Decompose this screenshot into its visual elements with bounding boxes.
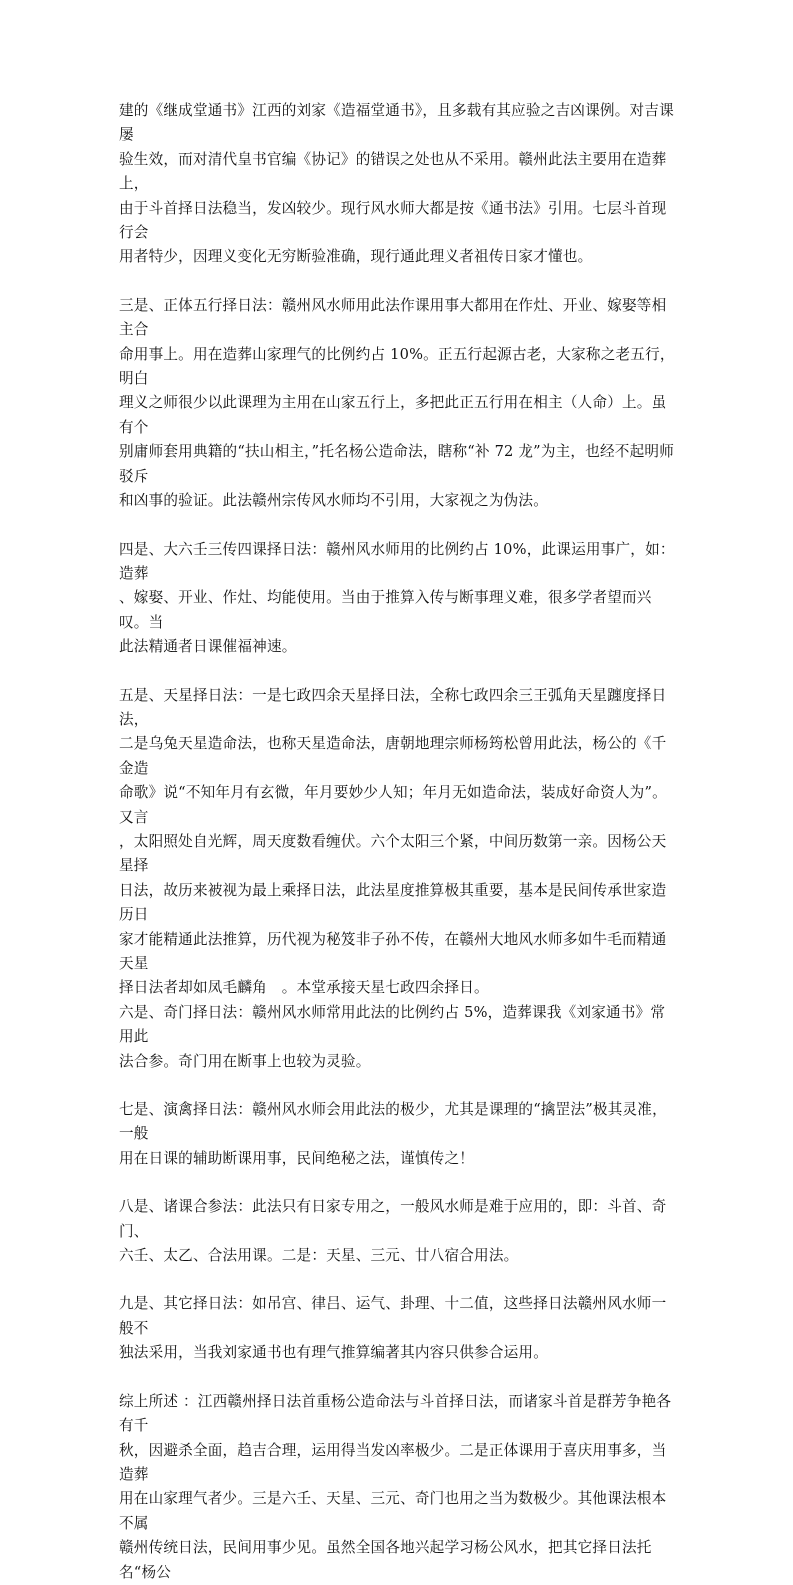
paragraph-summary: 综上所述 ：江西赣州择日法首重杨公造命法与斗首择日法，而诸家斗首是群芳争艳各有千 秋，因避杀全面，趋吉合理，运用得当发凶率极少。二是正体课用于喜庆用事多，当造葬 用在山家理气者少。三是六壬、天星、三元、奇门也用之当为数极少。其他课法根本不属 赣州传统日法，民间用事少见。虽然全国各地兴起学习杨公风水，把其它择日法托名“杨公 [119,1392,672,1581]
paragraph-yanqin: 七是、演禽择日法：赣州风水师会用此法的极少，尤其是课理的“擒罡法”极其灵准，一般 用在日课的辅助断课用事，民间绝秘之法，谨慎传之！ [119,1101,667,1167]
paragraph-gap [119,1074,679,1098]
paragraph-da-liuren: 四是、大六壬三传四课择日法：赣州风水师用的比例约占 10%，此课运用事广，如：造葬 、嫁娶、开业、作灶、均能使用。当由于推算入传与断事理义难，很多学者望而兴叹。当 此法精通者日课催福神速。 [119,540,675,656]
paragraph-tianxing-qimen: 五是、天星择日法：一是七政四余天星择日法，全称七政四余三王弧角天星躔度择日法， 二是乌兔天星造命法，也称天星造命法，唐朝地理宗师杨筠松曾用此法，杨公的《千金造 命歌》说“不知年月有玄微，年月要妙少人知；年月无如造命法，装成好命资人为”。又言 ，太阳照处自光辉，周天度数看缠伏。六个太阳三个紧，中间历数第一亲。因杨公天星择 日法，故历来被视为最上乘择日法，此法星度推算极其重要，基本是民间传承世家造历日 家才能精通此法推算，历代视为秘笈非子孙不传，在赣州大地风水师多如牛毛而精通天星 择日法者却如凤毛麟角 。本堂承接天星七政四余择日。 六是、奇门择日法：赣州风水师常用此法的比例约占 5%，造葬课我《刘家通书》常用此 法合参。奇门用在断事上也较为灵验。 [119,686,667,1070]
paragraph-tongshu-continuation: 建的《继成堂通书》江西的刘家《造福堂通书》，且多载有其应验之吉凶课例。对吉课屡 验生效，而对清代皇书官编《协记》的错误之处也从不采用。赣州此法主要用在造葬上， 由于斗首择日法稳当，发凶较少。现行风水师大都是按《通书法》引用。七层斗首现行会 用者特少，因理义变化无穷断验准确，现行通此理义者祖传日家才懂也。 [119,102,674,266]
document-body [119,99,679,1585]
paragraph-gap [119,1366,679,1390]
paragraph-gap [119,1268,679,1292]
paragraph-gap [119,270,679,294]
paragraph-gap [119,660,679,684]
paragraph-gap [119,514,679,538]
paragraph-qita-zeri: 九是、其它择日法：如吊宫、律吕、运气、卦理、十二值，这些择日法赣州风水师一般不 独法采用，当我刘家通书也有理气推算编著其内容只供参合运用。 [119,1295,667,1362]
paragraph-zhengti-wuxing: 三是、正体五行择日法：赣州风水师用此法作课用事大都用在作灶、开业、嫁娶等相主合 命用事上。用在造葬山家理气的比例约占 10%。正五行起源古老，大家称之老五行，明白 理义之师很少以此课理为主用在山家五行上，多把此正五行用在相主（人命）上。虽有个 别庸师套用典籍的“扶山相主，”托名杨公造命法，瞎称“补 72 龙”为主，也经不起明师驳斥 和凶事的验证。此法赣州宗传风水师均不引用，大家视之为伪法。 [119,296,675,510]
paragraph-zhuke-hecan: 八是、诸课合参法：此法只有日家专用之，一般风水师是难于应用的，即：斗首、奇门、 六壬、太乙、合法用课。二是：天星、三元、廿八宿合用法。 [119,1198,667,1265]
paragraph-gap [119,1171,679,1195]
